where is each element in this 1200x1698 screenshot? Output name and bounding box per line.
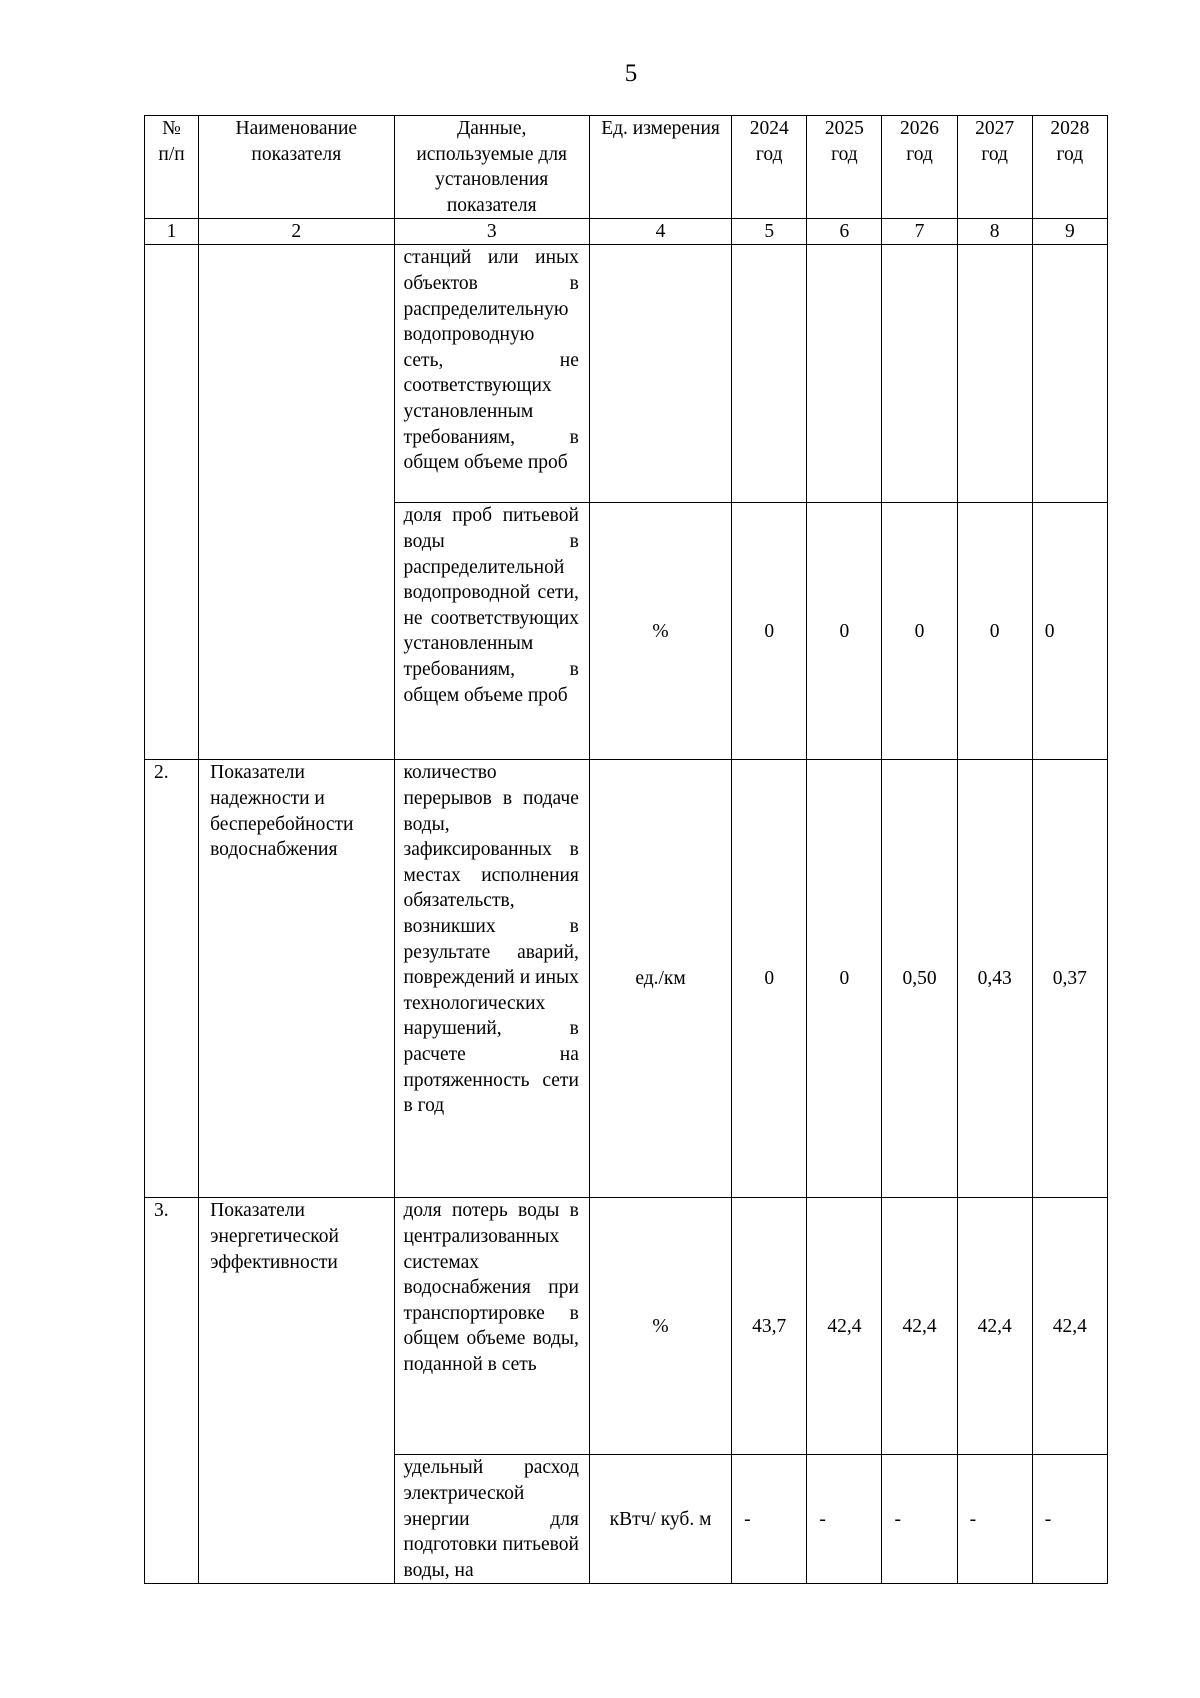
header-year-2024: 2024 год — [732, 116, 807, 219]
row-source-data: доля проб питьевой воды в распределительной водопроводной сети, не соответствующих установленным требованиям, в общем объеме проб — [394, 503, 589, 760]
row-index: 2. — [145, 760, 199, 1198]
column-number: 4 — [589, 219, 731, 245]
row-value-2026: 0 — [882, 503, 957, 760]
row-value-2027: - — [957, 1455, 1032, 1584]
row-value-2027: 0,43 — [957, 760, 1032, 1198]
table-header-row — [145, 116, 1108, 219]
row-value-2024: - — [732, 1455, 807, 1584]
column-number: 1 — [145, 219, 199, 245]
row-value-2026: 42,4 — [882, 1198, 957, 1455]
header-year-2027: 2027 год — [957, 116, 1032, 219]
row-index — [145, 245, 199, 760]
header-number: № п/п — [145, 116, 199, 219]
row-source-data: удельный расход электрической энергии для подготовки питьевой воды, на — [394, 1455, 589, 1584]
header-indicator-name: Наименование показателя — [199, 116, 394, 219]
row-value-2028: 42,4 — [1032, 1198, 1107, 1455]
row-value-2024: 0 — [732, 503, 807, 760]
header-source-data: Данные, используемые для установления показателя — [394, 116, 589, 219]
row-value-2025: - — [807, 1455, 882, 1584]
table-row — [145, 1198, 1108, 1455]
column-number: 8 — [957, 219, 1032, 245]
row-indicator-name — [199, 245, 394, 760]
indicators-table — [144, 115, 1108, 1584]
row-unit — [589, 245, 731, 503]
header-year-2025: 2025 год — [807, 116, 882, 219]
row-indicator-name: Показатели энергетической эффективности — [199, 1198, 394, 1584]
row-value-2025: 0 — [807, 503, 882, 760]
row-value-2028 — [1032, 245, 1107, 503]
row-value-2027: 0 — [957, 503, 1032, 760]
row-value-2027: 42,4 — [957, 1198, 1032, 1455]
header-year-2026: 2026 год — [882, 116, 957, 219]
row-value-2024 — [732, 245, 807, 503]
row-unit: % — [589, 503, 731, 760]
row-value-2028: 0 — [1032, 503, 1107, 760]
page-number: 5 — [624, 60, 638, 87]
row-value-2026 — [882, 245, 957, 503]
table-row — [145, 245, 1108, 503]
column-number: 7 — [882, 219, 957, 245]
row-source-data: доля потерь воды в централизованных системах водоснабжения при транспортировке в общем объеме воды, поданной в сеть — [394, 1198, 589, 1455]
column-number: 5 — [732, 219, 807, 245]
column-number: 3 — [394, 219, 589, 245]
header-unit: Ед. измерения — [589, 116, 731, 219]
row-unit: ед./км — [589, 760, 731, 1198]
column-number: 9 — [1032, 219, 1107, 245]
row-value-2026: - — [882, 1455, 957, 1584]
header-year-2028: 2028 год — [1032, 116, 1107, 219]
row-value-2025: 0 — [807, 760, 882, 1198]
row-index: 3. — [145, 1198, 199, 1584]
row-value-2028: - — [1032, 1455, 1107, 1584]
row-value-2026: 0,50 — [882, 760, 957, 1198]
row-value-2025 — [807, 245, 882, 503]
row-value-2027 — [957, 245, 1032, 503]
column-number-row — [145, 219, 1108, 245]
row-indicator-name: Показатели надежности и бесперебойности водоснабжения — [199, 760, 394, 1198]
row-value-2025: 42,4 — [807, 1198, 882, 1455]
row-value-2024: 43,7 — [732, 1198, 807, 1455]
row-unit: % — [589, 1198, 731, 1455]
column-number: 6 — [807, 219, 882, 245]
row-value-2028: 0,37 — [1032, 760, 1107, 1198]
column-number: 2 — [199, 219, 394, 245]
row-value-2024: 0 — [732, 760, 807, 1198]
row-source-data: станций или иных объектов в распределительную водопроводную сеть, не соответствующих установленным требованиям, в общем объеме проб — [394, 245, 589, 503]
table-row — [145, 760, 1108, 1198]
row-source-data: количество перерывов в подаче воды, зафиксированных в местах исполнения обязательств, возникших в результате аварий, повреждений и иных технологических нарушений, в расчете на протяженность сети в год — [394, 760, 589, 1198]
row-unit: кВтч/ куб. м — [589, 1455, 731, 1584]
